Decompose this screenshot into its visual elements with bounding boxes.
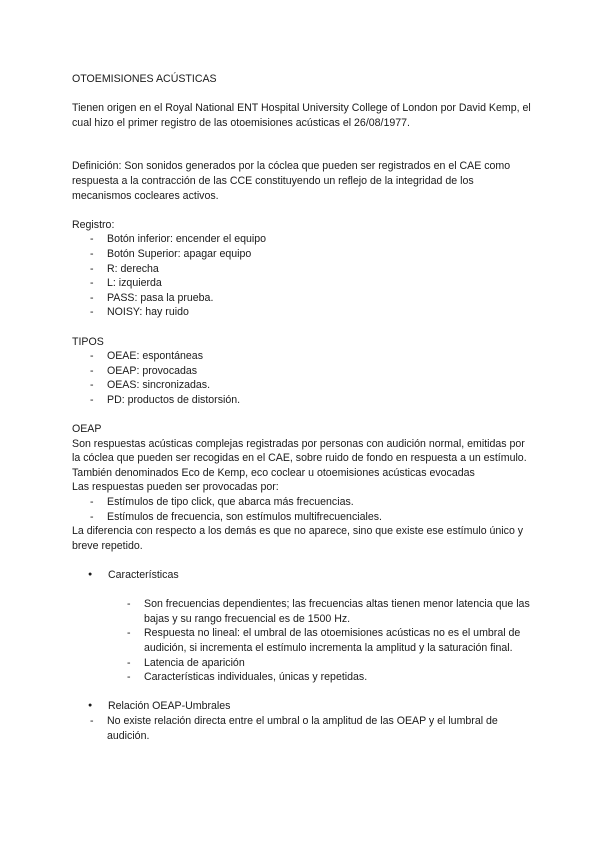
registro-heading: Registro: <box>72 218 115 231</box>
tipos-heading: TIPOS <box>72 335 104 348</box>
tipos-list <box>72 349 532 407</box>
intro-paragraph: Tienen origen en el Royal National ENT Hospital University College of London por David Kemp, el cual hizo el primer registro de las otoemisiones acústicas el 26/08/1977. <box>72 102 531 129</box>
oeap-paragraph-3: Las respuestas pueden ser provocadas por: <box>72 481 279 494</box>
list-item: - OEAE: espontáneas <box>72 349 532 364</box>
list-item: - Latencia de aparición <box>72 656 532 671</box>
oeap-paragraph-1: Son respuestas acústicas complejas registradas por personas con audición normal, emitidas por la cóclea que pueden ser recogidas en el CAE, sobre ruido de fondo en respuesta a un estímulo. <box>72 437 527 465</box>
list-item: - OEAP: provocadas <box>72 364 532 379</box>
document-page <box>72 72 532 743</box>
registro-list <box>72 232 532 320</box>
caracteristicas-list <box>72 597 532 685</box>
list-item: - Respuesta no lineal: el umbral de las otoemisiones acústicas no es el umbral de audición, si incrementa el estímulo incrementa la amplitud y la saturación final. <box>72 626 532 655</box>
list-item: - Características individuales, únicas y repetidas. <box>72 670 532 685</box>
stimuli-list <box>72 495 532 524</box>
list-item: - R: derecha <box>72 262 532 277</box>
relacion-list <box>72 714 532 743</box>
caracteristicas-heading: ● Características <box>72 568 532 583</box>
document-title: OTOEMISIONES ACÚSTICAS <box>72 73 217 85</box>
list-item: - L: izquierda <box>72 276 532 291</box>
oeap-paragraph-2: También denominados Eco de Kemp, eco coclear u otoemisiones acústicas evocadas <box>72 466 475 479</box>
list-item: - NOISY: hay ruido <box>72 305 532 320</box>
list-item: - Estímulos de tipo click, que abarca más frecuencias. <box>72 495 532 510</box>
list-item: - PD: productos de distorsión. <box>72 393 532 408</box>
definition-paragraph: Definición: Son sonidos generados por la cóclea que pueden ser registrados en el CAE como respuesta a la contracción de las CCE constituyendo un reflejo de la integridad de los mecanismos cocleares activos. <box>72 160 511 202</box>
list-item: - Botón Superior: apagar equipo <box>72 247 532 262</box>
list-item: - Botón inferior: encender el equipo <box>72 232 532 247</box>
list-item: - Estímulos de frecuencia, son estímulos multifrecuenciales. <box>72 510 532 525</box>
list-item: - PASS: pasa la prueba. <box>72 291 532 306</box>
list-item: - No existe relación directa entre el umbral o la amplitud de las OEAP y el lumbral de audición. <box>72 714 532 743</box>
oeap-heading: OEAP <box>72 423 102 436</box>
oeap-paragraph-4: La diferencia con respecto a los demás es que no aparece, sino que existe ese estímulo único y breve repetido. <box>72 525 524 552</box>
list-item: - OEAS: sincronizadas. <box>72 378 532 393</box>
relacion-heading: ● Relación OEAP-Umbrales <box>72 699 532 714</box>
list-item: - Son frecuencias dependientes; las frecuencias altas tienen menor latencia que las bajas y su rango frecuencial es de 1500 Hz. <box>72 597 532 626</box>
